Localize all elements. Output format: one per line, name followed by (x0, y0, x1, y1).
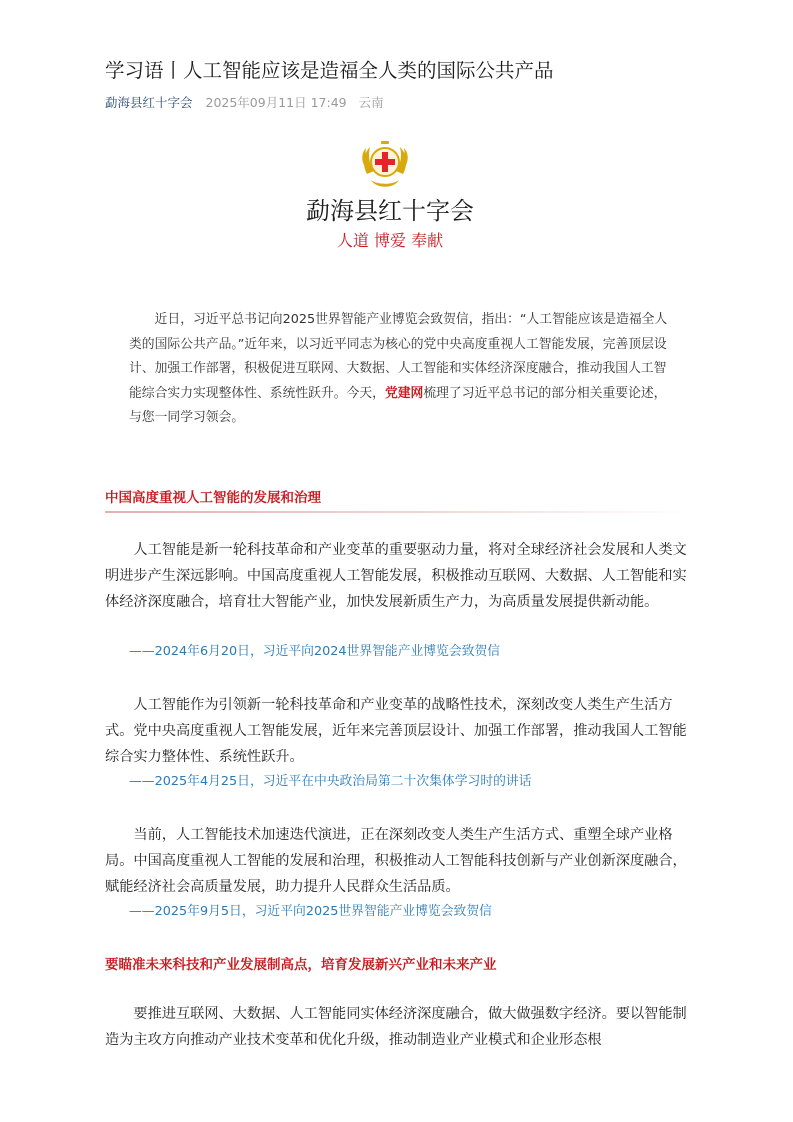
quote-paragraph: 人工智能作为引领新一轮科技革命和产业变革的战略性技术，深刻改变人类生产生活方式。党中央高度重视人工智能发展，近年来完善顶层设计、加强工作部署，推动我国人工智能综合实力整体性、系统性跃升。 (105, 697, 687, 765)
org-slogan: 人道 博爱 奉献 (336, 231, 444, 250)
quote-source: ——2025年4月25日，习近平在中央政治局第二十次集体学习时的讲话 (129, 774, 532, 789)
red-cross-logo (250, 140, 530, 260)
intro-text-end: 梳理了习近平总书记的部分相关重要论述，与您一同学习领会。 (129, 385, 667, 425)
org-name: 勐海县红十字会 (306, 197, 474, 225)
intro-text: 近日，习近平总书记向2025世界智能产业博览会致贺信，指出：“人工智能应该是造福全人类的国际公共产品。”近年来，以习近平同志为核心的党中央高度重视人工智能发展，完善顶层设计、加强工作部署，积极促进互联网、大数据、人工智能和实体经济深度融合，推动我国人工智能综合实力实现整体性、系统性跃升。今天， (129, 312, 668, 401)
publish-location: 云南 (358, 95, 384, 110)
red-cross-emblem-icon (359, 140, 411, 192)
article-meta (105, 94, 384, 112)
article-title: 学习语丨人工智能应该是造福全人类的国际公共产品 (105, 59, 554, 82)
quote-source: ——2025年9月5日，习近平向2025世界智能产业博览会致贺信 (129, 904, 492, 919)
section-divider (105, 511, 689, 513)
dangjian-link[interactable]: 党建网 (384, 385, 424, 401)
quote-paragraph: 要推进互联网、大数据、人工智能同实体经济深度融合，做大做强数字经济。要以智能制造为主攻方向推动产业技术变革和优化升级，推动制造业产业模式和企业形态根 (105, 1006, 687, 1048)
quote-paragraph: 人工智能是新一轮科技革命和产业变革的重要驱动力量，将对全球经济社会发展和人类文明进步产生深远影响。中国高度重视人工智能发展，积极推动互联网、大数据、人工智能和实体经济深度融合，培育壮大智能产业，加快发展新质生产力，为高质量发展提供新动能。 (105, 542, 687, 610)
intro-paragraph (129, 308, 669, 431)
quote-source: ——2024年6月20日，习近平向2024世界智能产业博览会致贺信 (129, 644, 501, 659)
section-heading: 要瞄准未来科技和产业发展制高点，培育发展新兴产业和未来产业 (105, 957, 497, 973)
quote-paragraph: 当前，人工智能技术加速迭代演进，正在深刻改变人类生产生活方式、重塑全球产业格局。中国高度重视人工智能的发展和治理，积极推动人工智能科技创新与产业创新深度融合，赋能经济社会高质量发展，助力提升人民群众生活品质。 (105, 827, 687, 895)
section-heading: 中国高度重视人工智能的发展和治理 (105, 490, 321, 506)
publish-time: 2025年09月11日 17:49 (205, 95, 347, 110)
author-link[interactable]: 勐海县红十字会 (105, 95, 193, 110)
